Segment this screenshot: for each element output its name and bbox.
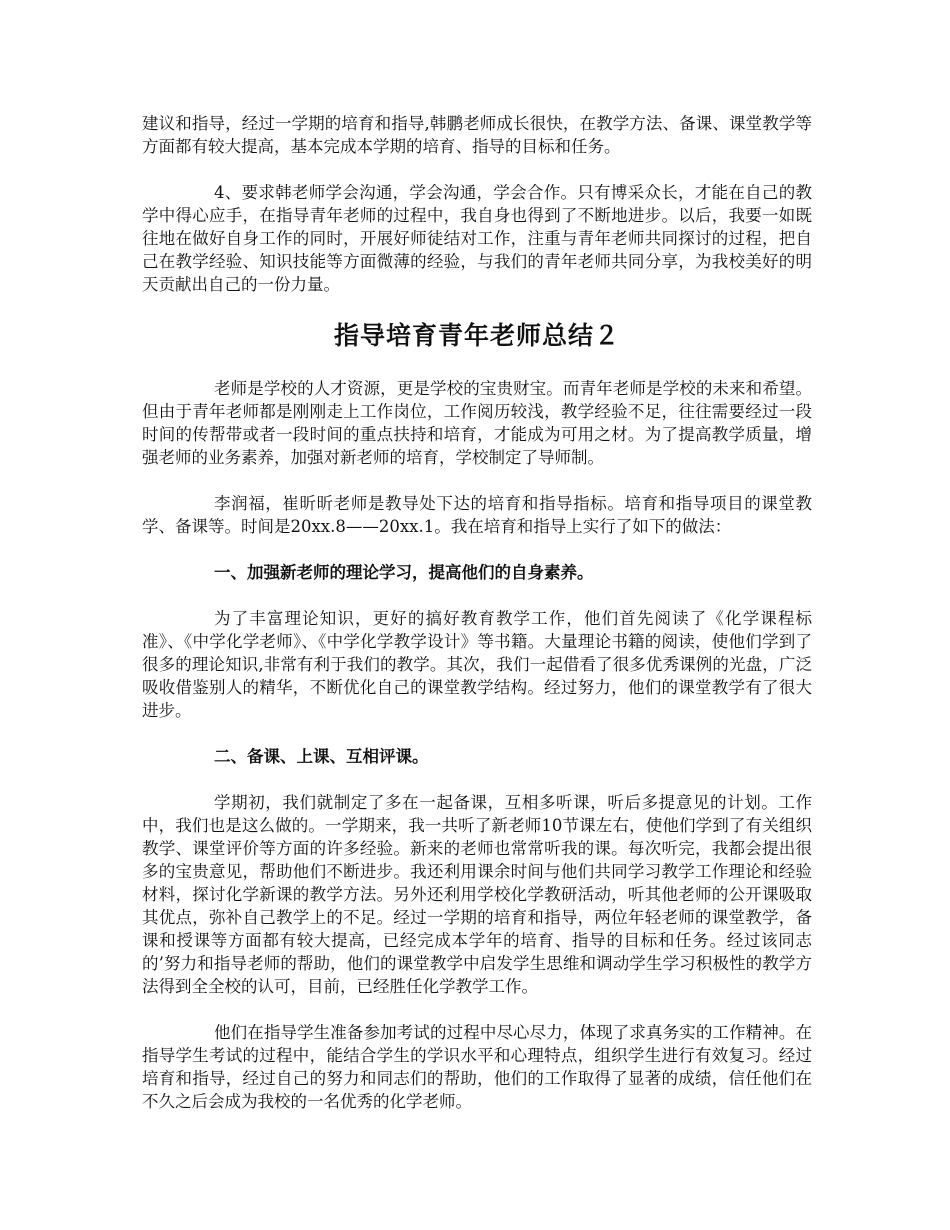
document-page <box>142 112 812 1136</box>
document-title: 指导培育青年老师总结２ <box>333 321 620 350</box>
section-1-body: 为了丰富理论知识，更好的搞好教育教学工作，他们首先阅读了《化学课程标准》、《中学化学老师》、《中学化学教学设计》等书籍。大量理论书籍的阅读，使他们学到了很多的理论知识,非常有利于我们的教学。其次，我们一起借看了很多优秀课例的光盘，广泛吸收借鉴别人的精华，不断优化自己的课堂教学结构。经过努力，他们的课堂教学有了很大进步。 <box>142 609 812 720</box>
paragraph-continuation: 建议和指导，经过一学期的培育和指导,韩鹏老师成长很快，在教学方法、备课、课堂教学等方面都有较大提高，基本完成本学期的培育、指导的目标和任务。 <box>142 114 812 156</box>
intro-paragraph-1: 老师是学校的人才资源，更是学校的宝贵财宝。而青年老师是学校的未来和希望。但由于青年老师都是刚刚走上工作岗位，工作阅历较浅，教学经验不足，往往需要经过一段时间的传帮带或者一段时间的重点扶持和培育，才能成为可用之材。为了提高教学质量，增强老师的业务素养，加强对新老师的培育，学校制定了导师制。 <box>142 379 812 467</box>
intro-paragraph-2: 李润福，崔昕昕老师是教导处下达的培育和指导指标。培育和指导项目的课堂教学、备课等。时间是20xx.8——20xx.1。我在培育和指导上实行了如下的做法： <box>142 494 812 536</box>
paragraph-item-4: 4、要求韩老师学会沟通，学会沟通，学会合作。只有博采众长，才能在自己的教学中得心应手，在指导青年老师的过程中，我自身也得到了不断地进步。以后，我要一如既往地在做好自身工作的同时，开展好师徒结对工作，注重与青年老师共同探讨的过程，把自己在教学经验、知识技能等方面微薄的经验，与我们的青年老师共同分享，为我校美好的明天贡献出自己的一份力量。 <box>142 183 812 294</box>
section-1-heading: 一、加强新老师的理论学习，提高他们的自身素养。 <box>214 563 594 582</box>
section-2-body-2: 他们在指导学生准备参加考试的过程中尽心尽力，体现了求真务实的工作精神。在指导学生考试的过程中，能结合学生的学识水平和心理特点，组织学生进行有效复习。经过培育和指导，经过自己的努力和同志们的帮助，他们的工作取得了显著的成绩，信任他们在不久之后会成为我校的一名优秀的化学老师。 <box>142 1023 812 1111</box>
section-2-body-1: 学期初，我们就制定了多在一起备课，互相多听课，听后多提意见的计划。工作中，我们也是这么做的。一学期来，我一共听了新老师10节课左右，使他们学到了有关组织教学、课堂评价等方面的许多经验。新来的老师也常常听我的课。每次听完，我都会提出很多的宝贵意见，帮助他们不断进步。我还利用课余时间与他们共同学习教学工作理论和经验材料，探讨化学新课的教学方法。另外还利用学校化学教研活动，听其他老师的公开课吸取其优点，弥补自己教学上的不足。经过一学期的培育和指导，两位年轻老师的课堂教学，备课和授课等方面都有较大提高，已经完成本学年的培育、指导的目标和任务。经过该同志的’努力和指导老师的帮助，他们的课堂教学中启发学生思维和调动学生学习积极性的教学方法得到全全校的认可，目前，已经胜任化学教学工作。 <box>142 793 812 996</box>
section-2-heading: 二、备课、上课、互相评课。 <box>214 747 429 766</box>
